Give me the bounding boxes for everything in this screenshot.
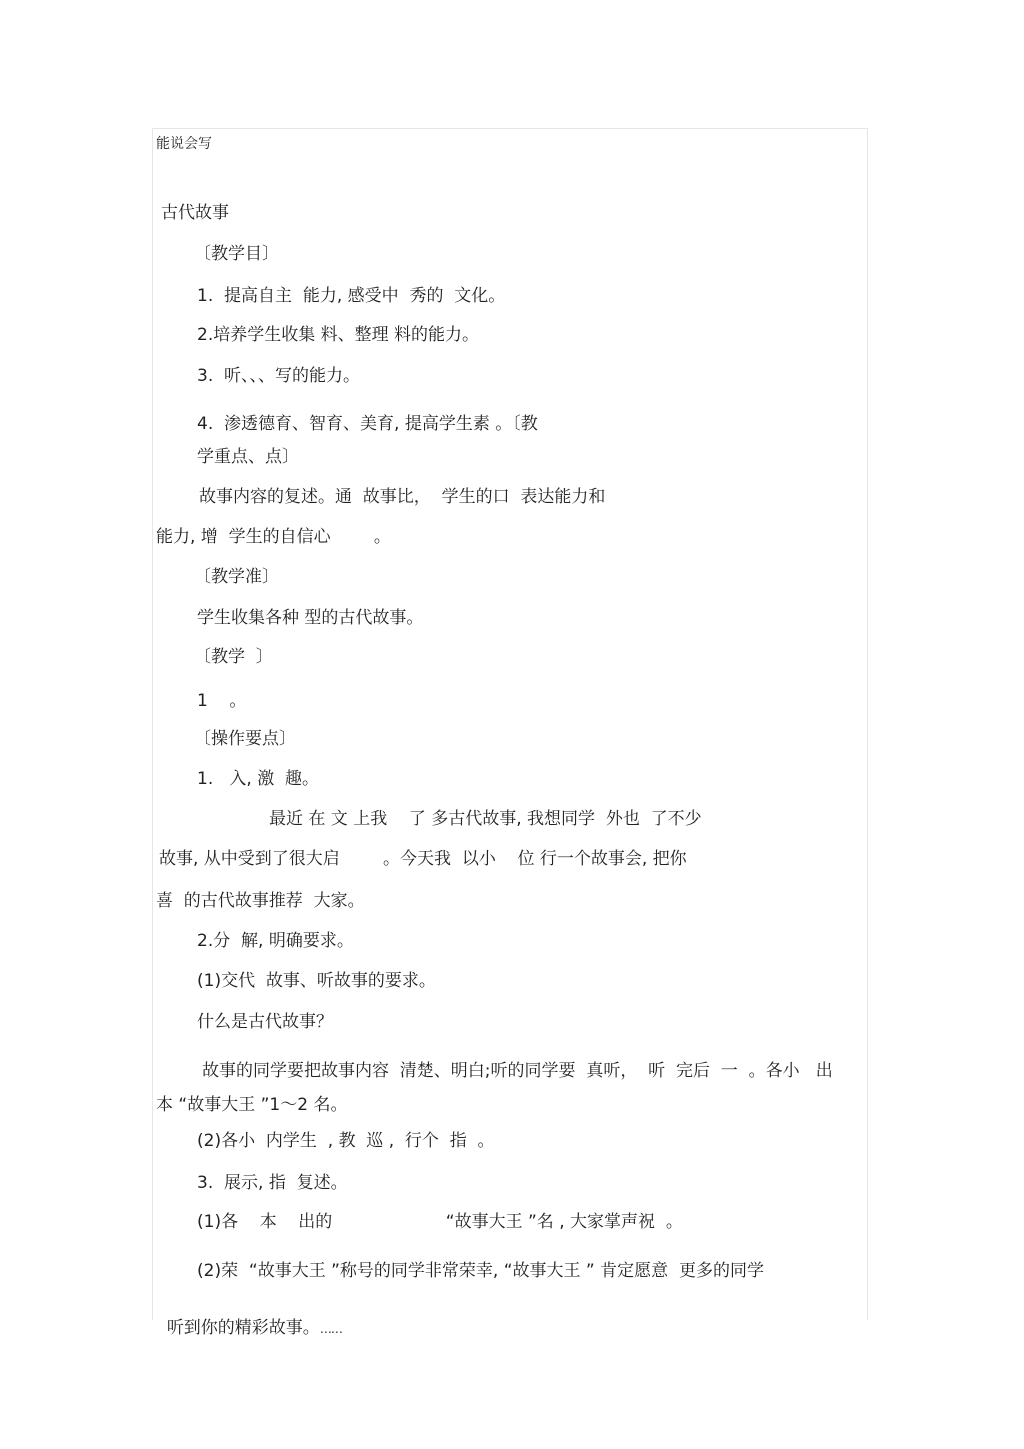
section-heading-operation-points: 〔操作要点〕	[194, 729, 296, 749]
final-line	[156, 1295, 342, 1340]
section-heading-objectives: 〔教学目〕	[194, 244, 279, 264]
sub-step-2: (2)各小 内学生 , 教 巡 , 行个 指 。	[197, 1131, 495, 1151]
final-line-text: 听到你的精彩故事。	[166, 1318, 320, 1338]
section-heading-process: 〔教学 〕	[194, 647, 273, 667]
paragraph-line: 故事的同学要把故事内容 清楚、明白;听的同学要 真听， 听 完后 一 。各小 出	[202, 1061, 833, 1081]
section-heading-key-points: 学重点、点〕	[197, 447, 299, 467]
paragraph-line: 本 “故事大王 ”1～2 名。	[156, 1095, 348, 1115]
operation-step-2: 2.分 解, 明确要求。	[197, 931, 354, 951]
objective-item-1: 1. 提高自主 能力, 感受中 秀的 文化。	[197, 286, 506, 306]
sub-step-2: (2)荣 “故事大王 ”称号的同学非常荣幸, “故事大王 ” 肯定愿意 更多的同学	[197, 1261, 764, 1281]
process-step-1: 1 。	[197, 691, 247, 711]
objective-item-2: 2.培养学生收集 料、整理 料的能力。	[197, 325, 480, 345]
document-heading: 古代故事	[161, 203, 229, 223]
question-line: 什么是古代故事？	[197, 1012, 333, 1032]
objective-item-4: 4. 渗透德育、智育、美育, 提高学生素 。〔教	[197, 414, 538, 434]
preparation-text: 学生收集各种 型的古代故事。	[197, 608, 424, 628]
ellipsis-mark: ……	[319, 1322, 342, 1336]
paragraph-line: 故事, 从中受到了很大启 。今天我 以小 位 行一个故事会, 把你	[159, 849, 687, 869]
operation-step-3: 3. 展示, 指 复述。	[197, 1173, 348, 1193]
paragraph-line: 最近 在 文 上我 了 多古代故事, 我想同学 外也 了不少	[269, 809, 702, 829]
sub-step-1: (1)交代 故事、听故事的要求。	[197, 971, 436, 991]
section-heading-preparation: 〔教学准〕	[194, 567, 279, 587]
paragraph-line: 喜 的古代故事推荐 大家。	[156, 891, 365, 911]
objective-item-3: 3. 听、、、写的能力。	[197, 366, 361, 386]
operation-step-1: 1. 入, 激 趣。	[197, 769, 320, 789]
key-points-text-continued: 能力, 增 学生的自信心 。	[156, 527, 391, 547]
sub-step-1: (1)各 本 出的 “故事大王 ”名 , 大家掌声祝 。	[197, 1212, 683, 1232]
key-points-text: 故事内容的复述。通 故事比， 学生的口 表达能力和	[199, 487, 606, 507]
document-header-title: 能说会写	[156, 136, 212, 152]
